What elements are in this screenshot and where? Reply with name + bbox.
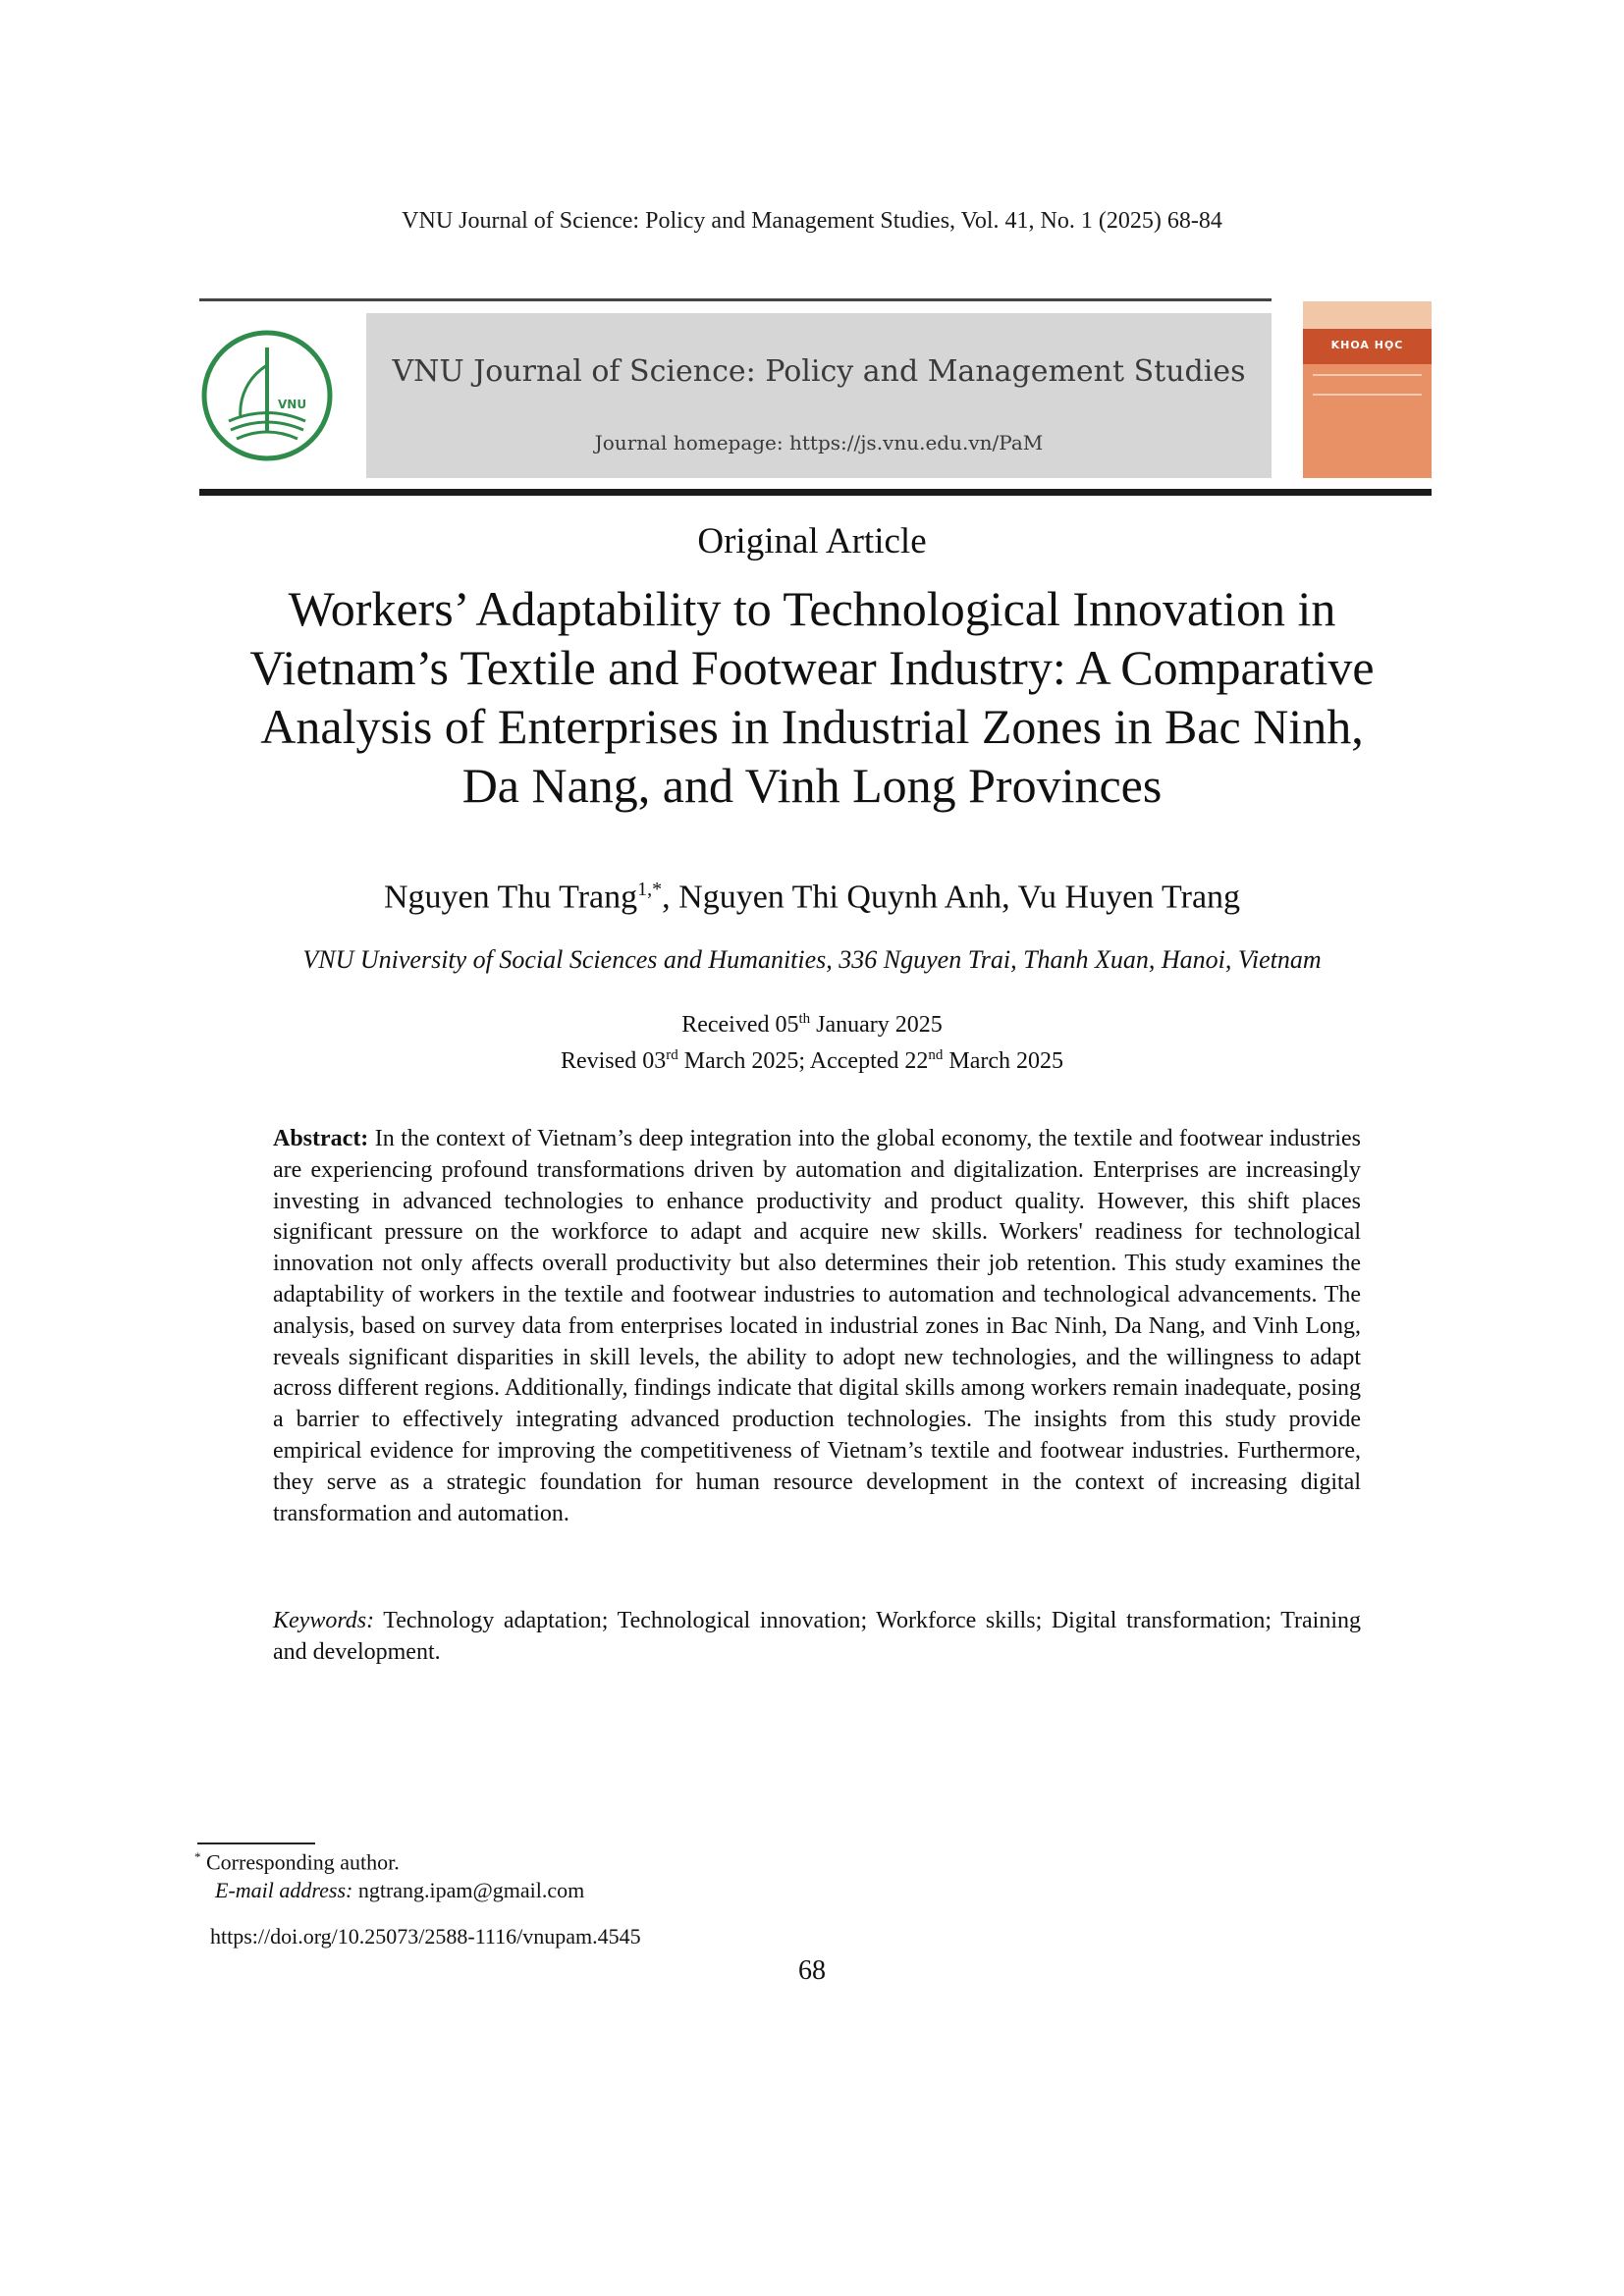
page-number: 68 [798, 1955, 826, 1986]
keywords [273, 1606, 1361, 1669]
title-line: Vietnam’s Textile and Footwear Industry: A Comparative [249, 640, 1375, 695]
article-type: Original Article [697, 521, 927, 561]
affiliation: VNU University of Social Sciences and Humanities, 336 Nguyen Trai, Thanh Xuan, Hanoi, Vietnam [302, 945, 1322, 974]
journal-banner [366, 313, 1272, 478]
email-label: E-mail address: [215, 1878, 353, 1902]
logo-text: VNU [278, 398, 307, 411]
title-line: Da Nang, and Vinh Long Provinces [461, 758, 1163, 813]
keywords-text: Technology adaptation; Technological innovation; Workforce skills; Digital transformation; Training and development. [273, 1608, 1361, 1665]
received-prefix: Received 05 [681, 1012, 799, 1038]
banner-homepage: Journal homepage: https://js.vnu.edu.vn/PaM [594, 431, 1044, 454]
received-date [0, 1004, 1624, 1041]
revised-ordinal: rd [666, 1047, 678, 1063]
keywords-label: Keywords: [273, 1608, 375, 1633]
revised-accepted-date [0, 1041, 1624, 1077]
cover-top [1303, 301, 1432, 329]
title-line: Analysis of Enterprises in Industrial Zones in Bac Ninh, [260, 699, 1364, 754]
journal-cover-thumbnail [1303, 301, 1432, 478]
footnote-rule [197, 1842, 315, 1844]
abstract-text: In the context of Vietnam’s deep integration into the global economy, the textile and footwear industries are experiencing profound transformations driven by automation and digitalization. Enterprises are increasingly investing in advanced technologies to enhance productivity and product quality. However, this shift places significant pressure on the workforce to adapt and acquire new skills. Workers' readiness for technological innovation not only affects overall productivity but also determines their job retention. This study examines the adaptability of workers in the textile and footwear industries to automation and technological advancements. The analysis, based on survey data from enterprises located in industrial zones in Bac Ninh, Da Nang, and Vinh Long, reveals significant disparities in skill levels, the ability to adopt new technologies, and the willingness to adapt across different regions. Additionally, findings indicate that digital skills among workers remain inadequate, posing a barrier to effectively integrating advanced production technologies. The insights from this study provide empirical evidence for improving the competitiveness of Vietnam’s textile and footwear industries. Furthermore, they serve as a strategic foundation for human resource development in the context of increasing digital transformation and automation. [273, 1126, 1361, 1526]
title-line: Workers’ Adaptability to Technological Innovation in [288, 581, 1336, 636]
first-author: Nguyen Thu Trang [383, 879, 638, 916]
article-dates [0, 1004, 1624, 1077]
banner-bottom-rule [199, 489, 1432, 496]
cover-label: KHOA HỌC [1330, 339, 1404, 351]
banner-journal-name: VNU Journal of Science: Policy and Management Studies [392, 354, 1246, 389]
accepted-ordinal: nd [928, 1047, 944, 1063]
received-suffix: January 2025 [810, 1012, 943, 1038]
author-marks: 1,* [637, 879, 663, 900]
received-ordinal: th [798, 1011, 811, 1027]
vnu-logo [199, 328, 335, 463]
revised-mid: March 2025; Accepted 22 [677, 1048, 929, 1074]
other-authors: , Nguyen Thi Quynh Anh, Vu Huyen Trang [662, 879, 1241, 916]
article-title [196, 579, 1428, 815]
abstract [273, 1124, 1361, 1529]
footnote-mark: * [194, 1849, 201, 1864]
corresponding-text: Corresponding author. [200, 1849, 400, 1875]
doi-link[interactable]: https://doi.org/10.25073/2588-1116/vnupam.4545 [210, 1924, 641, 1949]
corresponding-author-note [194, 1849, 400, 1875]
email-address[interactable]: ngtrang.ipam@gmail.com [352, 1878, 585, 1902]
cover-lines [1313, 374, 1422, 396]
abstract-label: Abstract: [273, 1126, 369, 1151]
revised-prefix: Revised 03 [560, 1048, 667, 1074]
banner-top-rule [199, 298, 1272, 301]
accepted-suffix: March 2025 [943, 1048, 1064, 1074]
author-list [0, 879, 1624, 916]
journal-citation: VNU Journal of Science: Policy and Management Studies, Vol. 41, No. 1 (2025) 68-84 [402, 208, 1222, 234]
email-note [215, 1878, 584, 1903]
